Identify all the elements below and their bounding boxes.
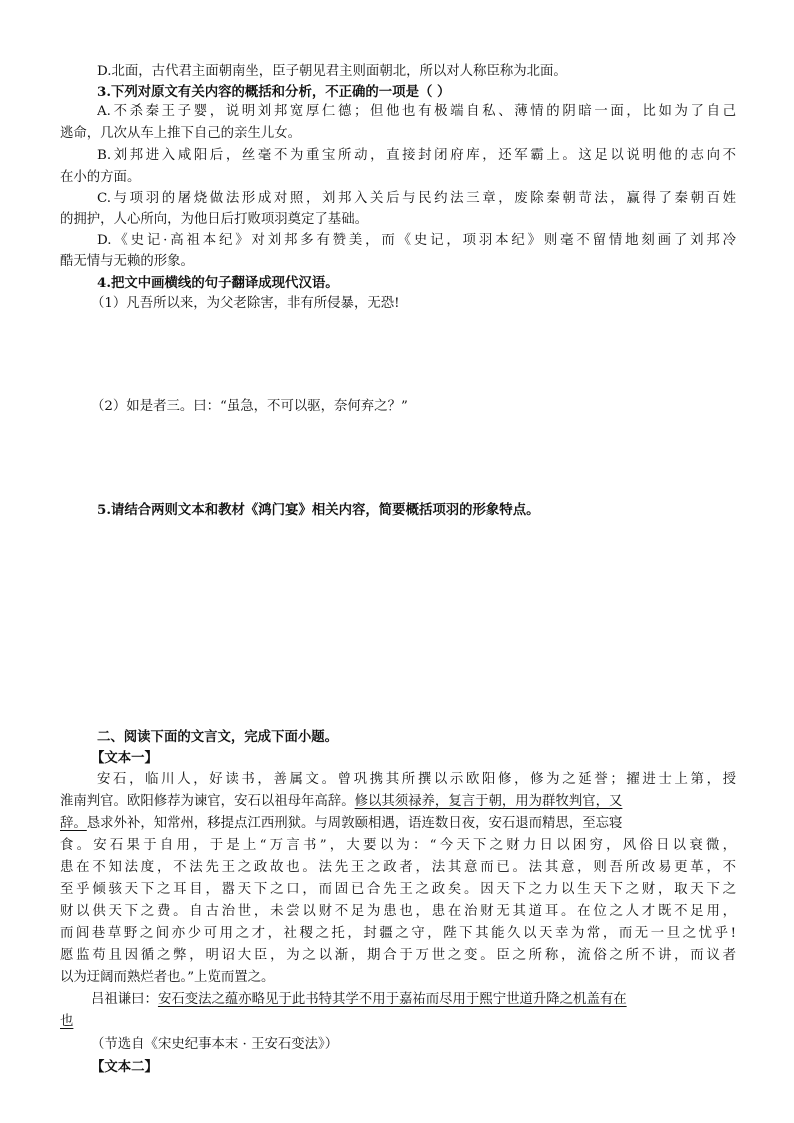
- underlined-sentence-1b: 辞。: [60, 816, 87, 831]
- passage-line-5: 患在不知法度，不法先王之政故也。法先王之政者，法其意而已。法其意，则吾所改易更革，不: [60, 860, 736, 875]
- section-2-heading: 二、阅读下面的文言文，完成下面小题。: [97, 729, 339, 745]
- passage-line-10: 以为迂阔而熟烂者也。”上览而置之。: [60, 970, 275, 985]
- option-a-line1: A.不杀秦王子婴，说明刘邦宽厚仁德；但他也有极端自私、薄情的阴暗一面，比如为了自己: [97, 104, 736, 119]
- option-d-line1: D.《史记·高祖本纪》对刘邦多有赞美，而《史记，项羽本纪》则毫不留情地刻画了刘邦冷: [97, 233, 736, 248]
- option-c-line1: C.与项羽的屠烧做法形成对照，刘邦入关后与民约法三章，废除秦朝苛法，赢得了秦朝百姓: [97, 191, 736, 206]
- passage-line-9: 愿监苟且因循之弊，明诏大臣，为之以渐，期合于万世之变。臣之所称，流俗之所不讲，而议者: [60, 948, 736, 963]
- text-2-label: 【文本二】: [91, 1059, 158, 1075]
- passage-text: 淮南判官。欧阳修荐为谏官，安石以祖母年高辞。: [60, 794, 355, 809]
- passage-line-8: 而闾巷草野之间亦少可用之才，社稷之托，封疆之守，陛下其能久以天幸为常，而无一旦之忧乎!: [60, 926, 736, 941]
- passage-line-2: [60, 792, 736, 812]
- passage-line-6: 至乎倾骇天下之耳目，嚣天下之口，而固已合先王之政矣。因天下之力以生天下之财，取天下之: [60, 882, 736, 897]
- passage-line-1: 安石，临川人，好读书，善属文。曾巩携其所撰以示欧阳修，修为之延誉；擢进士上第，授: [97, 772, 736, 787]
- option-b-line2: 在小的方面。: [60, 170, 141, 185]
- option-b-line1: B.刘邦进入咸阳后，丝毫不为重宝所动，直接封闭府库，还军霸上。这足以说明他的志向不: [97, 148, 736, 163]
- passage-line-11: [91, 990, 736, 1010]
- passage-line-3: [60, 814, 736, 834]
- question-4-item-1: （1）凡吾所以来，为父老除害，非有所侵暴，无恐!: [91, 296, 400, 311]
- option-d-note: D.北面，古代君主面朝南坐，臣子朝见君主则面朝北，所以对人称臣称为北面。: [97, 64, 567, 79]
- question-4: 4.把文中画横线的句子翻译成现代汉语。: [97, 275, 339, 291]
- passage-line-7: 财以供天下之费。自古治世，未尝以财不足为患也，患在治财无其道耳。在位之人才既不足用，: [60, 904, 736, 919]
- option-a-line2: 逃命，几次从车上推下自己的亲生儿女。: [60, 126, 302, 141]
- passage-line-12: [60, 1012, 736, 1032]
- question-5: 5.请结合两则文本和教材《鸿门宴》相关内容，简要概括项羽的形象特点。: [97, 502, 540, 518]
- lv-zuqian-says: 吕祖谦曰：: [91, 992, 158, 1007]
- option-d-line2: 酷无情与无赖的形象。: [60, 254, 194, 269]
- question-4-item-2: （2）如是者三。曰：“虽急，不可以驱，奈何弃之？”: [91, 399, 408, 414]
- underlined-sentence-2a: 安石变法之蕴亦略见于此书特其学不用于嘉祐而尽用于熙宁世道升降之机盖有在: [157, 992, 627, 1007]
- passage-text: 恳求外补，知常州，移提点江西刑狱。与周敦颐相遇，语连数日夜，安石退而精思，至忘寝: [86, 816, 623, 831]
- text-1-label: 【文本一】: [91, 750, 158, 766]
- underlined-sentence-2b: 也: [60, 1014, 74, 1029]
- question-3: 3.下列对原文有关内容的概括和分析，不正确的一项是（ ）: [97, 84, 451, 100]
- option-c-line2: 的拥护，人心所向，为他日后打败项羽奠定了基础。: [60, 212, 368, 227]
- underlined-sentence-1a: 修以其须禄养，复言于朝，用为群牧判官，又: [354, 794, 623, 809]
- source-citation: （节选自《宋史纪事本末 · 王安石变法》）: [91, 1037, 339, 1052]
- passage-line-4: 食。安石果于自用，于是上“万言书”，大要以为：“今天下之财力日以困穷，风俗日以衰微，: [60, 838, 736, 853]
